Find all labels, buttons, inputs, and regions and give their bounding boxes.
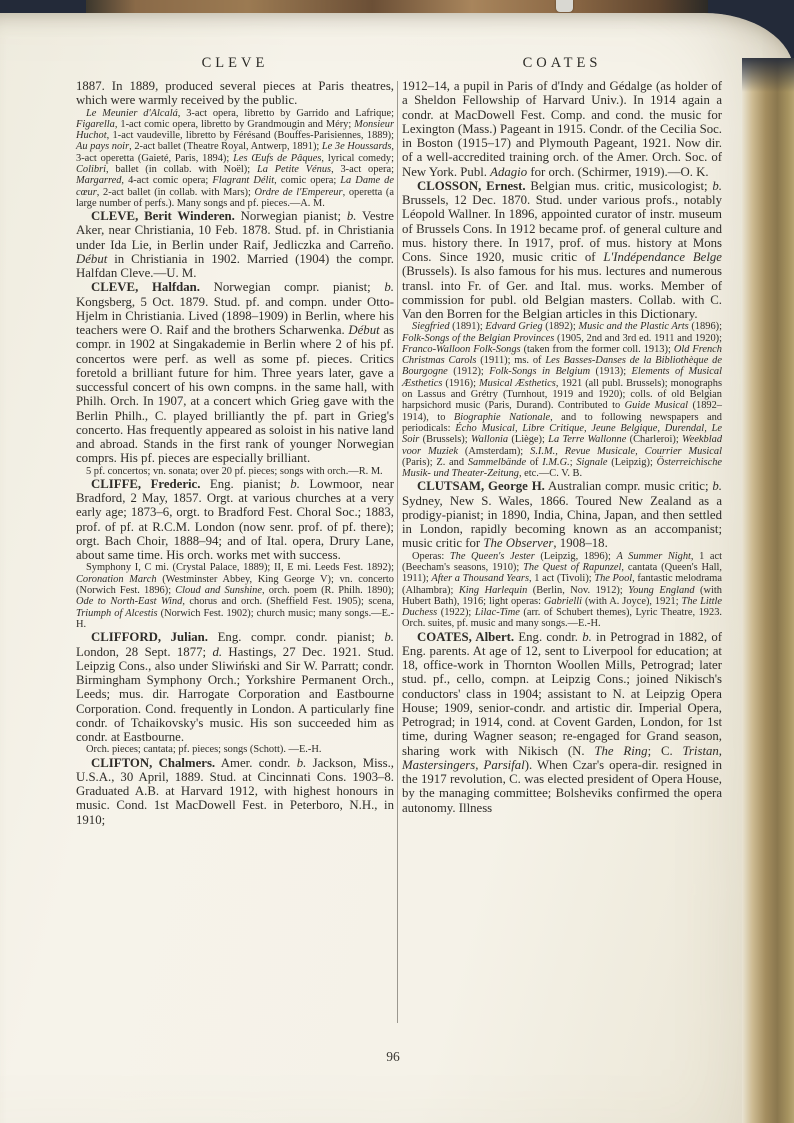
entry-paragraph: CLIFFORD, Julian. Eng. compr. condr. pianist; b. London, 28 Sept. 1877; d. Hastings, 27 Dec. 1921. Stud. Leipzig Cons., also under Sliwiński and Sir W. Parratt; condr. Birmingham Symphony Orch.; Yorkshire Permanent Orch., Leeds; mus. dir. Harrogate Corporation and Eastbourne Corporation. Cond. frequently in London. A particularly fine condr. of Tchaikovsky's music. His son succeeded him as condr. at Eastbourne. xyxy=(76,630,395,744)
entry-paragraph: CLUTSAM, George H. Australian compr. music critic; b. Sydney, New S. Wales, 1866. Toured New Zealand as a prodigy-pianist; in 1890, India, China, Japan, and then settled in London, rapidly becoming known as an accompanist; music critic for The Observer, 1908–18. xyxy=(402,479,722,551)
book-page xyxy=(0,13,794,1123)
entry-paragraph: CLIFTON, Chalmers. Amer. condr. b. Jackson, Miss., U.S.A., 30 April, 1889. Stud. at Cincinnati Cons. 1903–8. Graduated A.B. at Harvard 1912, with highest honours in music. Cond. 1st MacDowell Fest. in Peterboro, N.H., in 1910; xyxy=(76,755,394,827)
works-list-paragraph: Siegfried (1891); Edvard Grieg (1892); Music and the Plastic Arts (1896); Folk-Songs of the Belgian Provinces (1905, 2nd and 3rd ed. 1911 and 1920); Franco-Walloon Folk-Songs (taken from the former coll. 1913); Old French Christmas Carols (1911); ms. of Les Basses-Danses de la Bibliothèque de Bourgogne (1912); Folk-Songs in Belgium (1913); Elements of Musical Æsthetics (1916); Musical Æsthetics, 1921 (all publ. Brussels); monographs on Lassus and Grétry (Turnhout, 1919 and 1920); colls. of old Belgian harpsichord music (Paris, Durand). Contributed to Guide Musical (1892–1914), to Biographie Nationale, and to following newspapers and periodicals: Écho Musical, Libre Critique, Jeune Belgique, Durendal, Le Soir (Brussels); Wallonia (Liège); La Terre Wallonne (Charleroi); Weekblad voor Muziek (Amsterdam); S.I.M., Revue Musicale, Courrier Musical (Paris); Z. and Sammelbände of I.M.G.; Signale (Leipzig); Österreichische Musik- und Theater-Zeitung, etc.—C. V. B. xyxy=(402,321,723,480)
page-number: 96 xyxy=(386,1049,400,1064)
column-left xyxy=(76,79,394,827)
continuation-paragraph: 1912–14, a pupil in Paris of d'Indy and Gédalge (as holder of a Sheldon Fellowship of Harvard Univ.). In 1914 again a condr. at MacDowell Fest. Comp. and cond. the music for Lexington (Mass.) Pageant in 1915. Condr. of the Cecilia Soc. in Boston (1915–17) and Plymouth Pageant, 1921. Now dir. of a well-accredited training orch. of the Amer. Orch. Soc. of New York. Publ. Adagio for orch. (Schirmer, 1919).—O. K. xyxy=(402,79,722,179)
entry-paragraph: CLEVE, Halfdan. Norwegian compr. pianist; b. Kongsberg, 5 Oct. 1879. Stud. pf. and compn. under Otto-Hjelm in Christiania. Lived (1898–1909) in Berlin, where his teachers were O. Raif and the brothers Scharwenka. Début as compr. in 1902 at Singakademie in Berlin where 2 of his pf. concertos were perf. as well as some pf. pieces. Critics foretold a brilliant future for him. Three years later, gave a successful concert of his own compns. in the same hall, with Philh. Orch. In 1907, at a concert which Grieg gave with the Berlin Philh., C. played brilliantly the pf. part in Grieg's concerto. Has frequently appeared as soloist in his native land and abroad. Stands in the first rank of younger Norwegian comprs. His pf. pieces are especially brilliant. xyxy=(76,280,395,466)
column-divider xyxy=(397,81,398,1023)
book-top-edge xyxy=(86,0,708,14)
column-right xyxy=(402,79,722,815)
entry-paragraph: CLOSSON, Ernest. Belgian mus. critic, musicologist; b. Brussels, 12 Dec. 1870. Stud. under various profs., notably Léopold Wallner. In 1896, appointed curator of instr. museum of Brussels Cons. In 1912 became prof. of general culture and mus. history there. In 1917, prof. of mus. history at Mons Cons. Since 1920, music critic of L'Indépendance Belge (Brussels). Is also famous for his mus. lectures and numerous transl. into Fr. of Ger. and Ital. mus. works. Member of commission for publ. old Belgian masters. Collab. with C. Van den Borren for the Belgian articles in this Dictionary. xyxy=(402,178,722,321)
entry-paragraph: COATES, Albert. Eng. condr. b. in Petrograd in 1882, of Eng. parents. At age of 12, sent to Liverpool for education; at 18, office-work in Thornton Woollen Mills, Petrograd; later stud. pf., cello, compn. at Leipzig Cons.; joined Nikisch's conductors' class in 1904; assistant to N. at Leipzig Opera House; 1909, senior-condr. and artistic dir. Imperial Opera, Petrograd; in 1914, cond. at Covent Garden, London, for 1st time, during Wagner season; re-engaged for Grand season, sharing work with Nikisch (N. The Ring; C. Tristan, Mastersingers, Parsifal). When Czar's opera-dir. resigned in the 1917 revolution, C. was elected president of Opera House, by the managing committee; Bolsheviks confirmed the opera autonomy. Illness xyxy=(402,629,723,815)
book-fore-edge xyxy=(742,58,794,1123)
entry-paragraph: CLEVE, Berit Winderen. Norwegian pianist; b. Vestre Aker, near Christiania, 10 Feb. 1878. Stud. pf. in Christiania under Ida Lie, in Berlin under Raif, Jedliczka and Carreño. Début in Christiania in 1902. Married (1904) the compr. Halfdan Cleve.—U. M. xyxy=(76,209,394,281)
works-list-paragraph: Orch. pieces; cantata; pf. pieces; songs (Schott). —E.-H. xyxy=(86,744,322,756)
works-list-paragraph: Symphony I, C mi. (Crystal Palace, 1889); II, E mi. Leeds Fest. 1892); Coronation March (Westminster Abbey, King George V); vn. concerto (Norwich Fest. 1896); Cloud and Sunshine, orch. poem (R. Philh. 1890); Ode to North-East Wind, chorus and orch. (Sheffield Fest. 1905); scena, Triumph of Alcestis (Norwich Fest. 1902); church music; many songs.—E.-H. xyxy=(76,562,395,630)
book-top-highlight xyxy=(556,0,573,12)
running-head-right: COATES xyxy=(522,55,602,71)
running-head-left: CLEVE xyxy=(201,55,269,71)
works-list-paragraph: 5 pf. concertos; vn. sonata; over 20 pf. pieces; songs with orch.—R. M. xyxy=(86,465,383,477)
entry-paragraph: CLIFFE, Frederic. Eng. pianist; b. Lowmoor, near Bradford, 2 May, 1857. Orgt. at various churches at a very early age; 1873–6, orgt. to Bradford Fest. Choral Soc.; 1883, prof. of pf. at R.C.M. London (now senr. prof. of pf. there); orgt. Bach Choir, 1888–94; and of Ital. opera, Drury Lane, about same time. His orch. works met with success. xyxy=(76,476,394,563)
works-list-paragraph: Le Meunier d'Alcalá, 3-act opera, libretto by Garrido and Lafrique; Figarella, 1-act comic opera, libretto by Grandmougin and Méry; Monsieur Huchot, 1-act vaudeville, libretto by Férésand (Bouffes-Parisiennes, 1889); Au pays noir, 2-act ballet (Theatre Royal, Antwerp, 1891); Le 3e Houssards, 3-act operetta (Gaieté, Paris, 1894); Les Œufs de Pâques, lyrical comedy; Colibri, ballet (in collab. with Noël); La Petite Vénus, 3-act opera; Margarred, 4-act comic opera; Flagrant Délit, comic opera; La Dame de cœur, 2-act ballet (in collab. with Mars); Ordre de l'Empereur, operetta (a large number of perfs.). Many songs and pf. pieces.—A. M. xyxy=(76,107,395,209)
continuation-paragraph: 1887. In 1889, produced several pieces at Paris theatres, which were warmly received by the public. xyxy=(76,79,394,108)
works-list-paragraph: Operas: The Queen's Jester (Leipzig, 1896); A Summer Night, 1 act (Beecham's seasons, 1910); The Quest of Rapunzel, cantata (Queen's Hall, 1911); After a Thousand Years, 1 act (Tivoli); The Pool, fantastic melodrama (Alhambra); King Harlequin (Berlin, Nov. 1912); Young England (with Hubert Bath), 1916; light operas: Gabrielli (with A. Joyce), 1921; The Little Duchess (1922); Lilac-Time (arr. of Schubert themes), Lyric Theatre, 1923. Orch. suites, pf. music and many songs.—E.-H. xyxy=(402,550,723,630)
